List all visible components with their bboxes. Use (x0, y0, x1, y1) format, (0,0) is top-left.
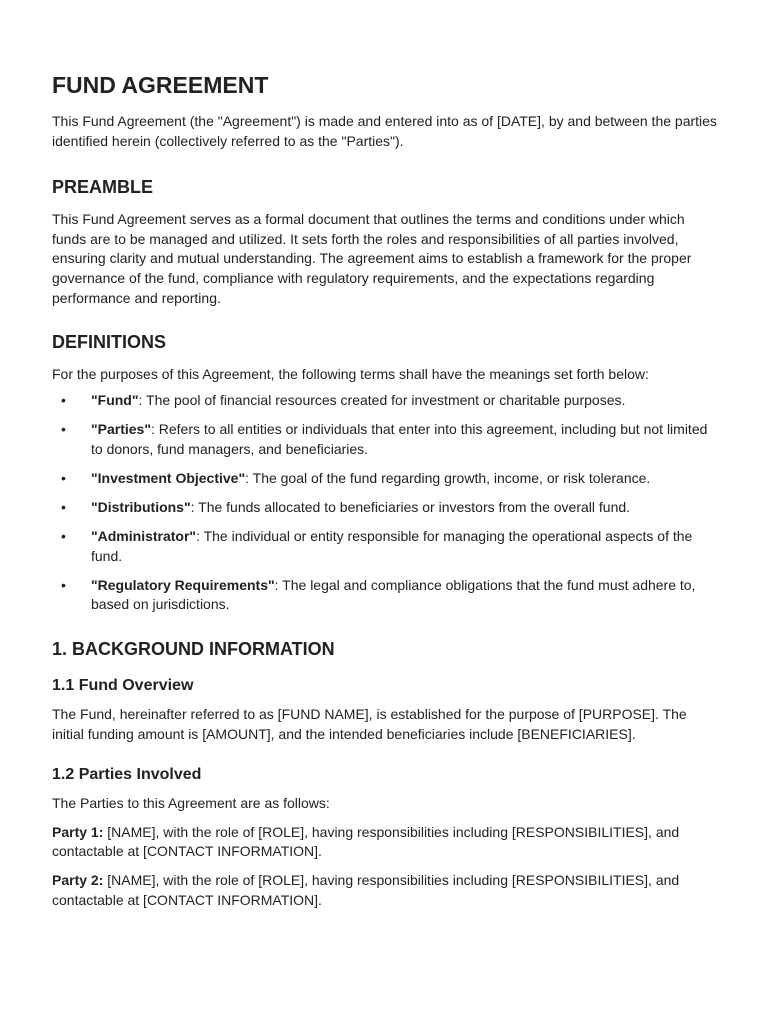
intro-paragraph: This Fund Agreement (the "Agreement") is made and entered into as of [DATE], by and between the parties identified herein (collectively referred to as the "Parties"). (52, 113, 717, 149)
bullet-icon: • (61, 528, 66, 545)
bullet-icon: • (61, 420, 66, 437)
parties-intro: The Parties to this Agreement are as follows: (52, 795, 330, 812)
fund-overview-heading: 1.1 Fund Overview (52, 677, 194, 695)
bullet-icon: • (61, 498, 66, 515)
definition-term: "Fund" (91, 391, 139, 408)
preamble-paragraph: This Fund Agreement serves as a formal document that outlines the terms and conditions under which funds are to be managed and utilized. It sets forth the roles and responsibilities of all parties involved, ensuring clarity and mutual understanding. The agreement aims to establish a framework for the proper governance of the fund, compliance with regulatory requirements, and the expectations regarding performance and reporting. (52, 211, 692, 306)
bullet-icon: • (61, 469, 66, 486)
party-text: [NAME], with the role of [ROLE], having responsibilities including [RESPONSIBILITIES], and contactable at [CONTACT INFORMATION]. (52, 872, 680, 908)
definition-item (52, 576, 720, 615)
definition-text: : Refers to all entities or individuals that enter into this agreement, including but not limited to donors, fund managers, and beneficiaries. (91, 420, 708, 457)
bullet-icon: • (61, 576, 66, 593)
document-title: FUND AGREEMENT (52, 72, 269, 98)
definitions-list (52, 391, 720, 615)
definition-term: "Administrator" (91, 528, 197, 545)
background-heading: 1. BACKGROUND INFORMATION (52, 639, 335, 660)
definition-text: : The pool of financial resources created for investment or charitable purposes. (138, 391, 626, 408)
definition-term: "Parties" (91, 420, 151, 437)
party-entry (52, 871, 720, 910)
definition-text: : The funds allocated to beneficiaries or investors from the overall fund. (190, 498, 631, 515)
definition-item (52, 469, 720, 489)
definition-term: "Regulatory Requirements" (91, 576, 275, 593)
party-label: Party 1: (52, 823, 104, 840)
bullet-icon: • (61, 391, 66, 408)
definition-item (52, 420, 720, 459)
document-page (52, 70, 720, 919)
definitions-intro: For the purposes of this Agreement, the following terms shall have the meanings set forth below: (52, 366, 649, 383)
fund-overview-paragraph: The Fund, hereinafter referred to as [FUND NAME], is established for the purpose of [PURPOSE]. The initial funding amount is [AMOUNT], and the intended beneficiaries include [BENEFICIARIES]. (52, 706, 687, 742)
party-entry (52, 823, 720, 862)
party-text: [NAME], with the role of [ROLE], having responsibilities including [RESPONSIBILITIES], and contactable at [CONTACT INFORMATION]. (52, 823, 680, 860)
definitions-heading: DEFINITIONS (52, 332, 167, 353)
definition-term: "Distributions" (91, 498, 191, 515)
preamble-heading: PREAMBLE (52, 177, 154, 198)
definition-text: : The goal of the fund regarding growth, income, or risk tolerance. (245, 469, 651, 486)
party-label: Party 2: (52, 872, 104, 889)
definition-text: : The individual or entity responsible for managing the operational aspects of the fund. (91, 528, 693, 564)
parties-involved-heading: 1.2 Parties Involved (52, 766, 202, 784)
definition-item (52, 498, 720, 518)
definition-item (52, 391, 720, 411)
definition-text: : The legal and compliance obligations that the fund must adhere to, based on jurisdictions. (91, 576, 696, 613)
definition-item (52, 527, 720, 566)
definition-term: "Investment Objective" (91, 469, 246, 486)
